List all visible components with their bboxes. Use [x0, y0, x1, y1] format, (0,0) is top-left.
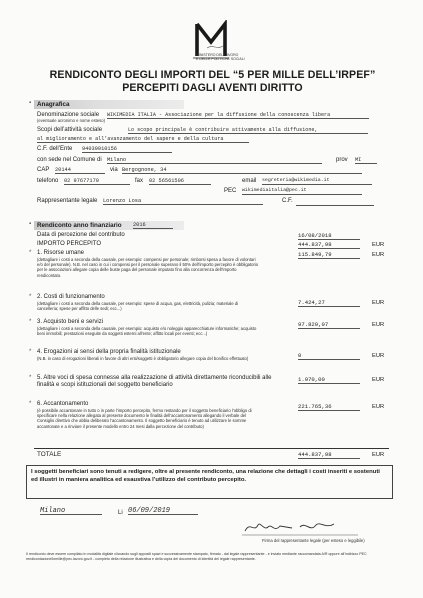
importo-percepito-field[interactable]: 444.837,98 [298, 241, 360, 249]
ministry-name [196, 53, 246, 61]
footnote: Il rendiconto deve essere compilato in modalità digitale cliccando sugli appositi spazi e successivamente stampato, firmato - dal legale rappresentante - e inviato mediante raccomandata A/R oppure all’indirizzo PEC rendicontazione5xmille@pec.lavoro.gov.it - completo della relazione illustrativa e della copia del documento di identità del legale rappresentante. [26, 552, 367, 561]
item-2-currency: EUR [372, 300, 385, 306]
email-label: email [242, 178, 257, 184]
item-2-amount[interactable]: 7.424,27 [298, 299, 360, 307]
cap-field[interactable]: 20144 [55, 167, 105, 174]
signature-scribble [240, 515, 360, 537]
item-4-amount[interactable]: 0 [298, 352, 360, 360]
beneficiari-notice: I soggetti beneficiari sono tenuti a redigere, oltre al presente rendiconto, una relazione che dettagli i costi inseriti e sostenuti ed illustri in maniera analitica ed esaustiva l’utilizzo del contributo percepito. [26, 465, 393, 499]
importo-currency: EUR [372, 242, 385, 248]
document-title [40, 69, 385, 95]
ministry-name-line1: MINISTERO DEL LAVORO [196, 53, 239, 57]
via-field[interactable]: Bergognone, 34 [122, 167, 362, 174]
data-percezione-label: Data di percezione del contributo [37, 232, 125, 238]
cf-label: C.F. dell’Ente [37, 146, 73, 152]
item-5-currency: EUR [372, 377, 385, 383]
item-6-amount[interactable]: 221.765,36 [298, 403, 360, 411]
totale-amount[interactable]: 444.837,98 [298, 451, 360, 459]
totale-label: TOTALE [37, 451, 62, 458]
totale-currency: EUR [372, 452, 385, 458]
item-marker-icon: * [29, 319, 32, 325]
ministry-name-line2: E DELLE POLITICHE SOCIALI [196, 57, 245, 61]
item-marker-icon: * [29, 375, 32, 381]
item-marker-icon: * [29, 401, 32, 407]
pec-label: PEC [224, 188, 237, 194]
denominazione-field[interactable]: WIKIMEDIA ITALIA - Associazione per la diffusione della conoscenza libera [107, 112, 369, 119]
place-field[interactable]: Milano [40, 508, 102, 515]
rappresentante-field[interactable]: Lorenzo Losa [103, 198, 263, 205]
pec-field[interactable]: wikimediaitalia@pec.it [242, 188, 362, 195]
item-1-amount[interactable]: 115.849,79 [298, 251, 360, 259]
item-2-title: 2. Costi di funzionamento [37, 294, 105, 300]
title-line1: RENDICONTO DEGLI IMPORTI DEL “5 PER MILLE DELL’IRPEF” [49, 69, 376, 81]
item-3-title: 3. Acquisto beni e servizi [37, 319, 104, 325]
date-field[interactable]: 06/09/2019 [128, 508, 198, 515]
email-field[interactable]: segreteria@wikimedia.it [262, 178, 372, 185]
scopi-field-line1[interactable]: Lo scopo principale è contribuire attivamente alla diffusione, [128, 127, 368, 134]
totale-divider [34, 448, 389, 449]
prov-label: prov [336, 157, 348, 163]
item-6-title: 6. Accantonamento [37, 401, 89, 407]
item-1-title: 1. Risorse umane [37, 250, 85, 256]
title-line2: PERCEPITI DAGLI AVENTI DIRITTO [122, 82, 303, 94]
section-marker-icon: ▪ [29, 100, 32, 106]
cf2-field[interactable] [296, 205, 374, 206]
item-marker-icon: * [29, 294, 32, 300]
fax-field[interactable]: 02 56561506 [149, 178, 211, 185]
fax-label: fax [135, 178, 144, 184]
denominazione-label: Denominazione sociale [37, 112, 100, 118]
item-4-title: 4. Erogazioni ai sensi della propria finalità istituzionale [37, 349, 181, 355]
item-6-desc: (è possibile accantonare in tutto o in parte l’importo percepito, fermo restando per il soggetto beneficiario l’obbligo di specificare nella relazione allegata al presente documento le finalità dell’accantonamento allegando il verbale del Consiglio direttivo che abbia deliberato l’accantonamento. Il soggetto beneficiario è tenuto ad utilizzare le somme accantonate e a rinviare il presente modello entro 24 mesi dalla percezione del contributo) [37, 408, 252, 429]
item-4-currency: EUR [372, 353, 385, 359]
item-5-title: 5. Altre voci di spesa connesse alla realizzazione di attività direttamente riconducibili alle finalità e scopi istituzionali del soggetto beneficiario [37, 375, 272, 388]
via-label: via [110, 167, 118, 173]
importo-percepito-label: IMPORTO PERCEPITO [37, 241, 102, 247]
sede-label: con sede nel Comune di [37, 157, 102, 163]
scopi-label: Scopi dell’attività sociale [37, 127, 103, 133]
data-percezione-field[interactable]: 16/08/2018 [298, 232, 360, 240]
anno-field[interactable]: 2016 [133, 222, 173, 229]
item-4-desc: (N.B. in caso di erogazioni liberali in favore di altri enti/soggetti è obbligatorio allegare copia del bonifico effettuato) [37, 356, 249, 361]
item-3-currency: EUR [372, 322, 385, 328]
li-label: Li [118, 510, 123, 516]
item-3-amount[interactable]: 97.829,07 [298, 321, 360, 329]
item-6-currency: EUR [372, 404, 385, 410]
item-2-desc: (dettagliare i costi a seconda della causale, per esempio: spese di acqua, gas, elettricità, pulizia; materiale di cancelleria; spese per affitto delle sedi; ecc...) [37, 301, 239, 312]
item-5-amount[interactable]: 1.970,00 [298, 376, 360, 384]
rendiconto-heading: Rendiconto anno finanziario [37, 222, 122, 229]
signature-caption: Firma del rappresentante legale (per esteso e leggibile) [262, 538, 365, 543]
rappresentante-label: Rappresentante legale [37, 198, 98, 204]
cf2-label: C.F. [282, 198, 293, 204]
item-marker-icon: * [29, 349, 32, 355]
section-marker-icon: ▪ [29, 221, 32, 227]
telefono-label: telefono [37, 178, 59, 184]
denominazione-note: (eventuale acronimo e nome esteso) [37, 118, 105, 123]
cap-label: CAP [37, 167, 50, 173]
item-1-desc: (dettagliare i costi a seconda della causale, per esempio: compensi per personale; rimborsi spesa a favore di volontari e/o del personale). N.B. nel caso in cui i compensi per il personale superano il 50% dell’importo percepito è obbligatorio per le associazioni allegare copia delle buste paga del personale imputato fino alla concorrenza dell’importo rendicontato. [37, 257, 259, 278]
anagrafica-heading: Anagrafica [37, 101, 70, 108]
item-1-currency: EUR [372, 252, 385, 258]
comune-field[interactable]: Milano [107, 157, 322, 164]
prov-field[interactable]: MI [355, 157, 377, 164]
cf-field[interactable]: 94039910156 [82, 146, 172, 153]
scopi-field-line2[interactable]: al miglioramento e all’avanzamento del sapere e della cultura [37, 136, 249, 143]
item-3-desc: (dettagliare i costi a seconda della causale, per esempio: acquisto e/o noleggio apparecchiature informatiche; acquisto beni immobili; prestazioni eseguite da soggetti esterni all’ente; affitto locali per eventi; ecc...) [37, 326, 257, 337]
telefono-field[interactable]: 02 97677170 [64, 178, 130, 185]
item-marker-icon: * [29, 250, 32, 256]
